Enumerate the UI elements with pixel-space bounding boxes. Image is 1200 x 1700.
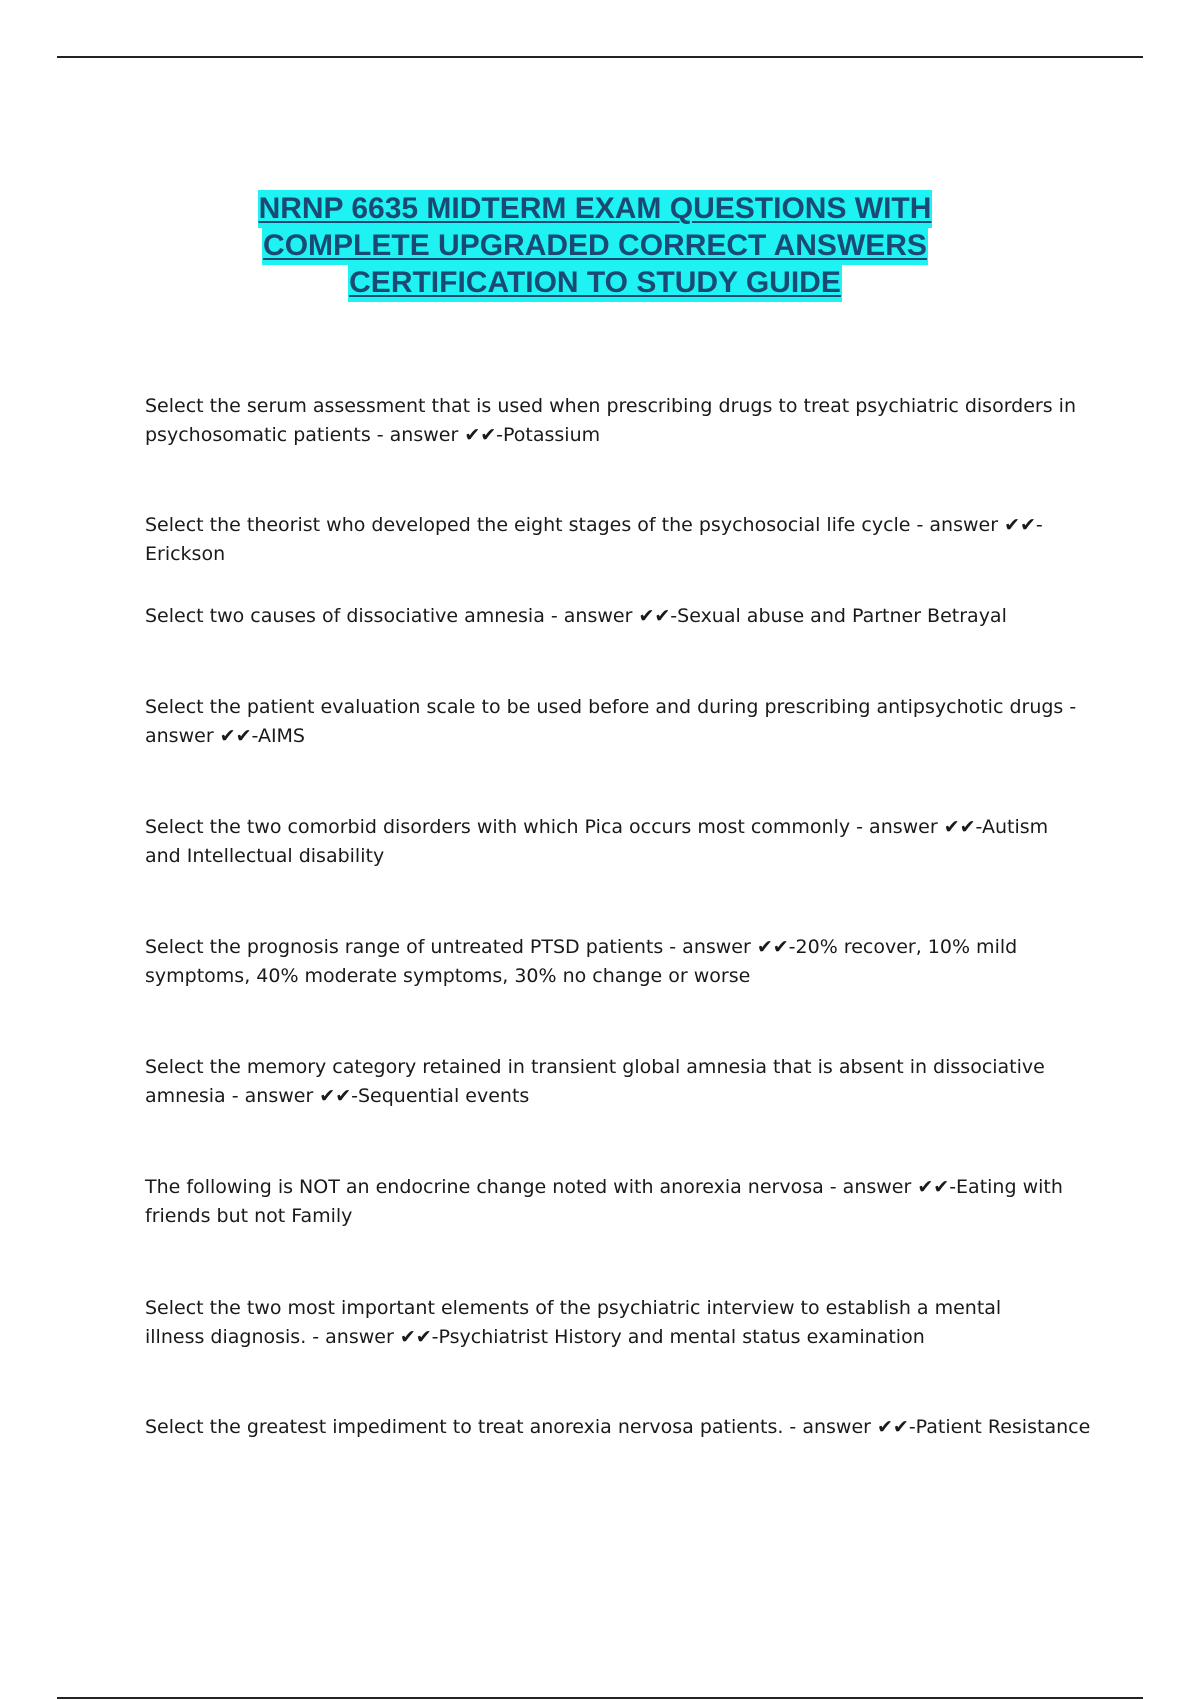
question-item-7: Select the memory category retained in transient global amnesia that is absent in dissociative amnesia - answer ✔✔-Sequential events: [145, 1056, 1045, 1107]
question-item-6: Select the prognosis range of untreated PTSD patients - answer ✔✔-20% recover, 10% mild symptoms, 40% moderate symptoms, 30% no change or worse: [145, 936, 1018, 987]
question-item-9: Select the two most important elements of the psychiatric interview to establish a mental illness diagnosis. - answer ✔✔-Psychiatrist History and mental status examination: [145, 1297, 1002, 1348]
question-item-2: Select the theorist who developed the eight stages of the psychosocial life cycle - answer ✔✔-Erickson: [145, 514, 1043, 565]
document-title: [145, 190, 1045, 301]
question-item-10: Select the greatest impediment to treat anorexia nervosa patients. - answer ✔✔-Patient Resistance: [145, 1416, 1091, 1438]
top-rule: [57, 56, 1143, 58]
title-line-2: COMPLETE UPGRADED CORRECT ANSWERS: [262, 227, 928, 265]
question-item-4: Select the patient evaluation scale to be used before and during prescribing antipsychotic drugs - answer ✔✔-AIMS: [145, 696, 1077, 747]
question-item-1: Select the serum assessment that is used when prescribing drugs to treat psychiatric disorders in psychosomatic patients - answer ✔✔-Potassium: [145, 395, 1076, 446]
question-item-3: Select two causes of dissociative amnesia - answer ✔✔-Sexual abuse and Partner Betrayal: [145, 605, 1007, 627]
title-line-3: CERTIFICATION TO STUDY GUIDE: [348, 264, 842, 302]
bottom-rule: [57, 1697, 1143, 1699]
question-item-8: The following is NOT an endocrine change noted with anorexia nervosa - answer ✔✔-Eating with friends but not Family: [145, 1176, 1063, 1227]
question-item-5: Select the two comorbid disorders with which Pica occurs most commonly - answer ✔✔-Autism and Intellectual disability: [145, 816, 1049, 867]
title-line-1: NRNP 6635 MIDTERM EXAM QUESTIONS WITH: [258, 190, 933, 228]
